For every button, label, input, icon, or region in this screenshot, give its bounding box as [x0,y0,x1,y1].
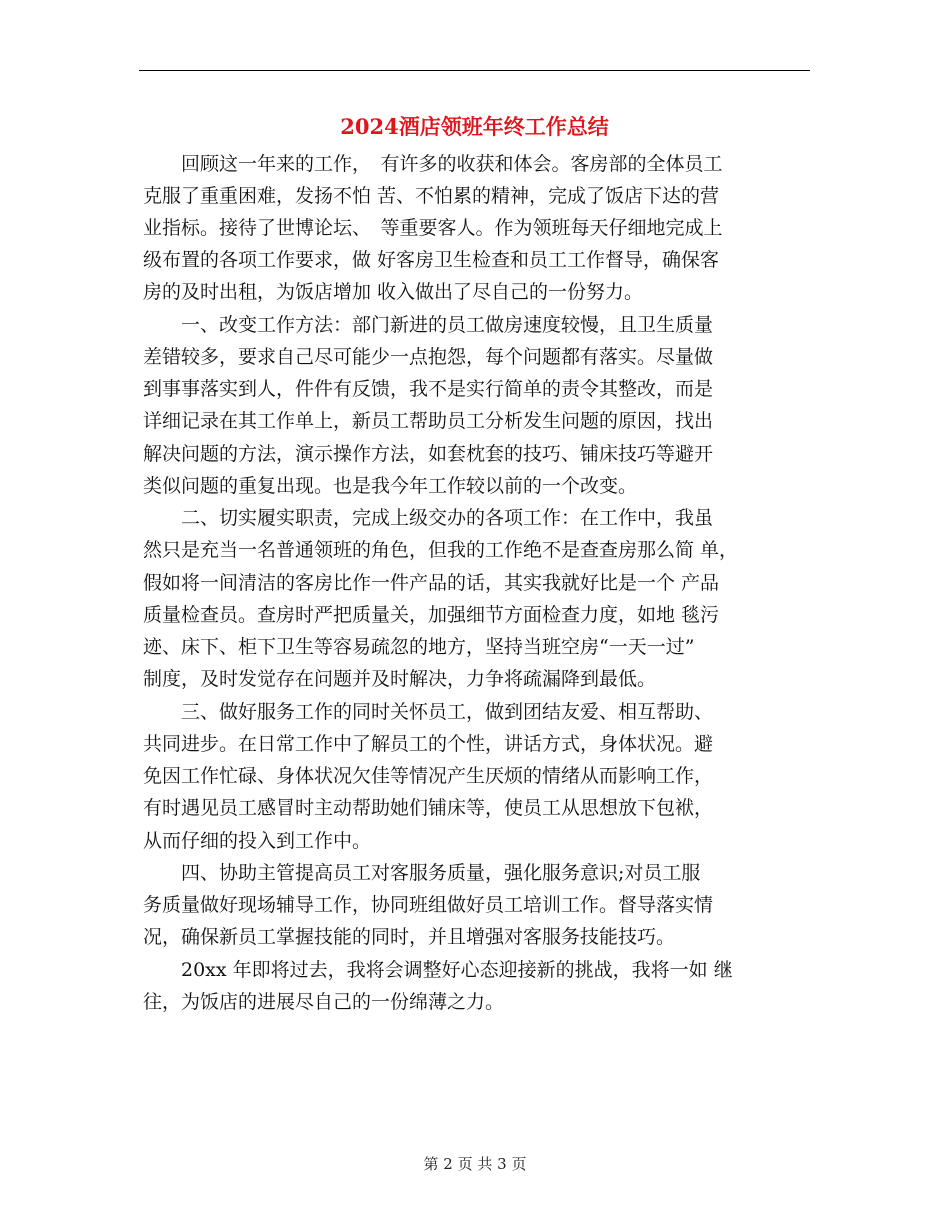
body-line: 务质量做好现场辅导工作，协同班组做好员工培训工作。督导落实情 [143,894,714,916]
body-line: 然只是充当一名普通领班的角色，但我的工作绝不是查查房那么简 单， [143,539,739,561]
body-line: 有时遇见员工感冒时主动帮助她们铺床等，使员工从思想放下包袱， [143,797,714,819]
page-number: 第 2 页 共 3 页 [423,1155,527,1173]
body-line: 免因工作忙碌、身体状况欠佳等情况产生厌烦的情绪从而影响工作， [143,765,714,787]
body-line: 三、做好服务工作的同时关怀员工，做到团结友爱、相互帮助、 [143,701,714,723]
body-line: 从而仔细的投入到工作中。 [143,830,372,852]
body-line: 况，确保新员工掌握技能的同时，并且增强对客服务技能技巧。 [143,926,676,948]
body-line: 假如将一间清洁的客房比作一件产品的话，其实我就好比是一个 产品 [143,572,720,594]
body-line: 回顾这一年来的工作， 有许多的收获和体会。客房部的全体员工 [143,153,723,175]
body-line: 二、切实履实职责，完成上级交办的各项工作：在工作中，我虽 [143,507,714,529]
body-line: 一、改变工作方法：部门新进的员工做房速度较慢，且卫生质量 [143,314,714,336]
body-line: 房的及时出租，为饭店增加 收入做出了尽自己的一份努力。 [143,281,644,303]
body-line: 20xx 年即将过去，我将会调整好心态迎接新的挑战，我将一如 继 [143,959,733,981]
body-line: 四、协助主管提高员工对客服务质量，强化服务意识;对员工服 [143,862,701,884]
body-line: 到事事落实到人，件件有反馈，我不是实行简单的责令其整改，而是 [143,378,714,400]
body-line: 级布置的各项工作要求，做 好客房卫生检查和员工工作督导，确保客 [143,249,720,271]
body-line: 迹、床下、柜下卫生等容易疏忽的地方，坚持当班空房“一天一过” [143,636,695,658]
body-line: 详细记录在其工作单上，新员工帮助员工分析发生问题的原因，找出 [143,410,714,432]
body-line: 业指标。接待了世博论坛、 等重要客人。作为领班每天仔细地完成上 [143,217,723,239]
body-line: 类似问题的重复出现。也是我今年工作较以前的一个改变。 [143,475,638,497]
body-line: 制度，及时发觉存在问题并及时解决，力争将疏漏降到最低。 [143,668,657,690]
header-rule [139,70,810,71]
body-line: 克服了重重困难，发扬不怕 苦、不怕累的精神，完成了饭店下达的营 [143,185,720,207]
body-line: 质量检查员。查房时严把质量关，加强细节方面检查力度，如地 毯污 [143,604,720,626]
body-line: 共同进步。在日常工作中了解员工的个性，讲话方式，身体状况。避 [143,733,714,755]
body-line: 解决问题的方法，演示操作方法，如套枕套的技巧、铺床技巧等避开 [143,443,714,465]
body-line: 往，为饭店的进展尽自己的一份绵薄之力。 [143,991,505,1013]
document-title: 2024酒店领班年终工作总结 [340,114,609,139]
body-line: 差错较多，要求自己尽可能少一点抱怨，每个问题都有落实。尽量做 [143,346,714,368]
